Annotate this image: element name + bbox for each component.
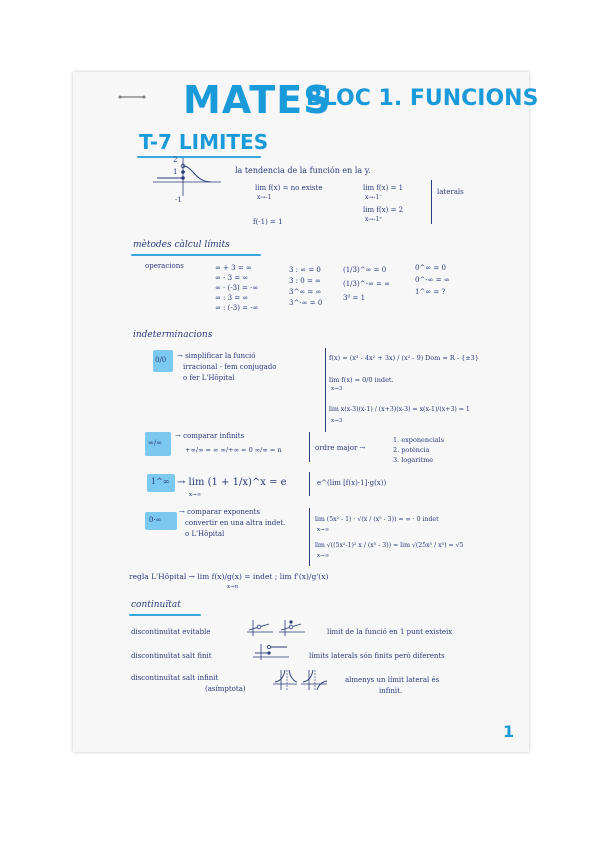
- infinite-discontinuity-sketch: [273, 668, 329, 692]
- continuity-row1-label: discontinuïtat evitable: [131, 628, 211, 636]
- operations-label: operacions: [145, 262, 184, 270]
- tendency-text: la tendencia de la función en la y.: [235, 166, 371, 175]
- methods-heading: mètodes càlcul límits: [133, 240, 230, 250]
- hopital-rule-sub: x→n: [227, 584, 239, 590]
- ops-col2-row: 3^-∞ = 0: [289, 299, 323, 307]
- indet-0-inf-symbol: 0·∞: [149, 516, 162, 524]
- ops-col4-row: 0^-∞ = ∞: [415, 276, 450, 284]
- lim-right-lateral-sub: x→-1⁺: [365, 216, 383, 223]
- indet-inf-inf-list: [393, 436, 444, 466]
- indet-0-inf-text2: convertir en una altra indet.: [185, 519, 286, 527]
- ops-col3-row: (1/3)^-∞ = ∞: [343, 280, 390, 288]
- ops-col1-row: ∞ + 3 = ∞: [215, 264, 252, 272]
- ops-col1-row: ∞ · (-3) = -∞: [215, 284, 259, 292]
- ops-col4: [415, 264, 450, 300]
- indet-0-inf-eq1: lim (5x² - 1) · √(x / (x⁵ - 3)) = ∞ · 0 indet: [315, 516, 439, 523]
- order-item: 2. potència: [393, 446, 430, 454]
- continuity-row3-desc: almenys un límit lateral és: [345, 676, 440, 684]
- staple-mark: [117, 94, 147, 100]
- graph-label-1: 1: [173, 168, 178, 176]
- laterals-label: laterals: [437, 188, 464, 196]
- continuity-heading: continuïtat: [131, 600, 181, 610]
- topic-title: T-7 LIMITES: [139, 130, 269, 154]
- indet-inf-inf-divider: [309, 432, 310, 462]
- ops-col2-row: 3 : ∞ = 0: [289, 266, 321, 274]
- indet-0-0-eq2: lim f(x) = 0/0 indet.: [329, 376, 394, 384]
- indet-0-inf-text1: → comparar exponents: [179, 508, 260, 516]
- indet-0-0-dom: Dom = R - {±3}: [425, 354, 479, 362]
- indet-0-0-text3: o fer L'Hôpital: [183, 374, 235, 382]
- ops-col2-row: 3^∞ = ∞: [289, 288, 322, 296]
- removable-discontinuity-sketch: [247, 618, 307, 638]
- lim-left-lateral-sub: x→-1⁻: [365, 194, 383, 201]
- indet-0-0-eq2-sub: x→3: [331, 386, 343, 392]
- indet-inf-inf-text1: → comparar infinits: [175, 432, 245, 440]
- indet-0-0-symbol: 0/0: [155, 356, 167, 364]
- indet-0-inf-eq1-sub: x→∞: [317, 527, 330, 533]
- continuity-row3-desc2: infinit.: [379, 687, 403, 695]
- indet-0-0-text2: irracional - fem conjugado: [183, 363, 277, 371]
- continuity-row3-label2: (asímptota): [205, 685, 246, 693]
- lim-left-lateral: lim f(x) = 1: [363, 184, 404, 192]
- notebook-page: [73, 72, 539, 752]
- indet-1-inf-divider: [309, 472, 310, 496]
- ops-col1-row: ∞ : (-3) = -∞: [215, 304, 259, 312]
- ops-col4-row: 1^∞ = ?: [415, 288, 446, 296]
- ops-col2-row: 3 : 0 = ∞: [289, 277, 321, 285]
- ops-col1-row: ∞ : 3 = ∞: [215, 294, 249, 302]
- indet-1-inf-text: → lim (1 + 1/x)^x = e: [177, 477, 287, 488]
- ops-col1-row: ∞ - 3 = ∞: [215, 274, 249, 282]
- lim-no-exists-sub: x→-1: [257, 194, 272, 201]
- indet-0-inf-eq2: lim √((5x²-1)² x / (x⁵ - 3)) = lim √(25x⁵ / x⁵) = √5: [315, 542, 464, 549]
- indet-inf-inf-text2: +∞/∞ = ∞ ∞/+∞ = 0 ∞/∞ = n: [185, 446, 282, 454]
- continuity-row1-desc: límit de la funció en 1 punt existeix: [327, 628, 453, 636]
- indet-0-0-text1: → simplificar la funció: [177, 352, 256, 360]
- indet-0-inf-divider: [309, 508, 310, 566]
- indet-0-inf-text3: o L'Hôpital: [185, 530, 225, 538]
- continuity-row2-label: discontinuïtat salt finit: [131, 652, 212, 660]
- f-value: f(-1) = 1: [253, 218, 283, 226]
- page-number: 1: [503, 722, 515, 741]
- indet-1-inf-formula: e^(lim [f(x)-1]·g(x)): [317, 479, 387, 487]
- order-item: 1. exponencials: [393, 436, 445, 444]
- jump-discontinuity-sketch: [253, 642, 293, 662]
- continuity-row3-label: discontinuïtat salt infinit: [131, 674, 219, 682]
- indet-0-0-eq1: f(x) = (x³ - 4x² + 3x) / (x² - 9): [329, 354, 424, 362]
- indet-0-0-divider: [325, 348, 326, 432]
- ops-col2: [289, 266, 322, 310]
- bloc-title: BLOC 1. FUNCIONS: [306, 86, 539, 111]
- methods-underline: [131, 254, 261, 256]
- indet-1-inf-text-sub: x→∞: [189, 492, 202, 498]
- ops-col3-row: (1/3)^∞ = 0: [343, 266, 387, 274]
- indeterminations-heading: indeterminacions: [133, 330, 213, 340]
- indet-1-inf-symbol: 1^∞: [151, 477, 170, 486]
- indet-0-inf-eq2-sub: x→∞: [317, 553, 330, 559]
- graph-label-2: 2: [173, 156, 178, 164]
- ops-col3: [343, 266, 390, 308]
- continuity-underline: [129, 614, 201, 616]
- graph-label-m1: -1: [175, 196, 182, 204]
- limit-graph: [153, 156, 223, 198]
- lim-no-exists: lim f(x) = no existe: [255, 184, 323, 192]
- page-title: MATES: [183, 78, 332, 122]
- continuity-row2-desc: límits laterals són finits però diferents: [309, 652, 445, 660]
- lim-right-lateral: lim f(x) = 2: [363, 206, 404, 214]
- laterals-bracket: [431, 180, 432, 224]
- hopital-rule: regla L'Hôpital → lim f(x)/g(x) = indet ; lim f'(x)/g'(x): [129, 572, 329, 581]
- ops-col4-row: 0^∞ = 0: [415, 264, 446, 272]
- indet-0-0-eq3: lim x(x-3)(x-1) / (x+3)(x-3) = x(x-1)/(x+3) = 1: [329, 406, 470, 413]
- indet-inf-inf-order: ordre major →: [315, 444, 366, 452]
- indet-0-0-eq3-sub: x→3: [331, 418, 343, 424]
- ops-col3-row: 3⁰ = 1: [343, 294, 366, 302]
- order-item: 3. logaritme: [393, 456, 434, 464]
- indet-inf-inf-symbol: ∞/∞: [148, 439, 163, 447]
- ops-col1: [215, 264, 258, 314]
